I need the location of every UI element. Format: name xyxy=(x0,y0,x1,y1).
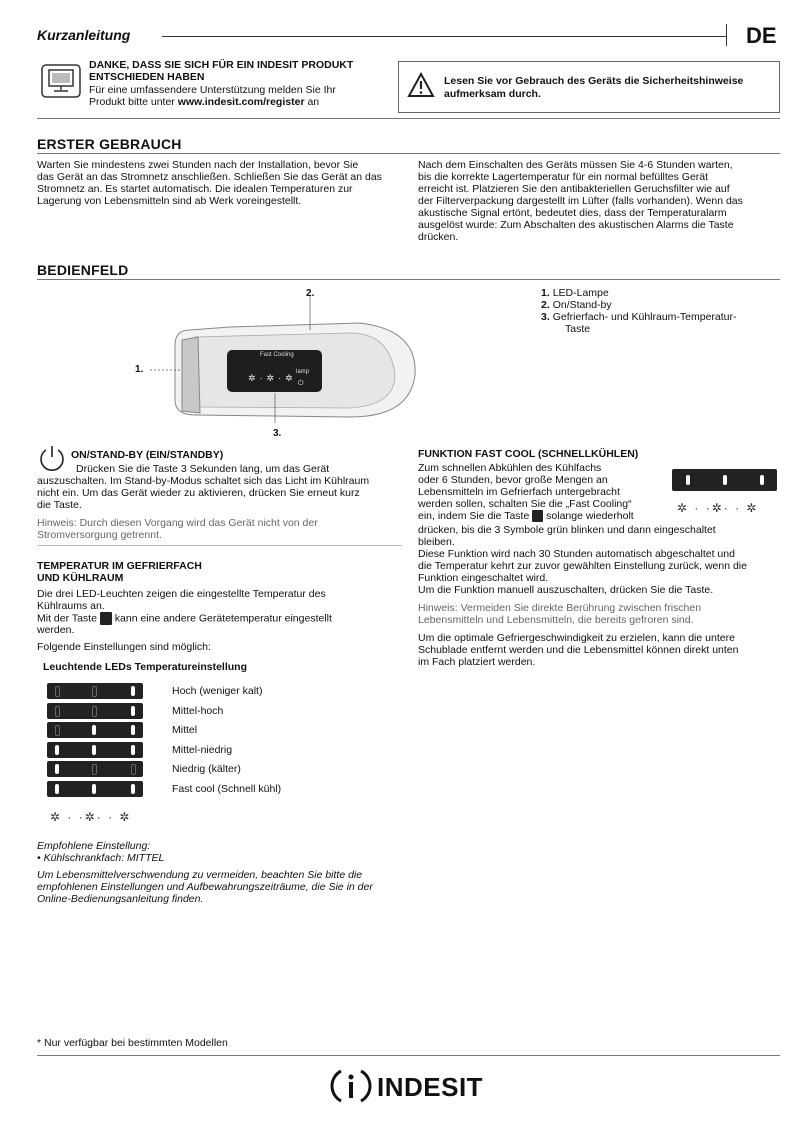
led-level-label: Mittel xyxy=(172,724,198,737)
temperature-heading-1: TEMPERATUR IM GEFRIERFACH xyxy=(37,560,202,572)
led-indicator xyxy=(55,706,60,717)
led-indicator xyxy=(55,686,60,697)
led-indicator xyxy=(55,745,59,755)
legend-num: 3. xyxy=(541,311,550,323)
led-indicator xyxy=(131,784,135,794)
standby-note-1: Hinweis: Durch diesen Vorgang wird das Gerät nicht von der xyxy=(37,517,318,529)
standby-line-2: auszuschalten. Im Stand-by-Modus schaltet sich das Licht im Kühlraum xyxy=(37,475,370,487)
footnote: * Nur verfügbar bei bestimmten Modellen xyxy=(37,1037,228,1049)
led-indicator xyxy=(92,764,97,775)
standby-note-2: Stromversorgung getrennt. xyxy=(37,529,162,541)
standby-rule xyxy=(37,545,402,546)
legend-item-1 xyxy=(541,287,609,299)
fast-cool-line-b-pre: ein, indem Sie die Taste xyxy=(418,510,530,522)
fast-cool-line: die Temperatur kehrt zur zuvor gewählten Einstellung zurück, wenn die xyxy=(418,560,747,572)
power-icon xyxy=(37,443,67,473)
thanks-heading-2: ENTSCHIEDEN HABEN xyxy=(89,71,205,83)
fast-cool-line: Funktion eingeschaltet wird. xyxy=(418,572,549,584)
panel-fast-cooling-label: Fast Cooling xyxy=(260,352,294,358)
callout-3: 3. xyxy=(273,428,282,439)
first-use-right-line: erreicht ist. Platzieren Sie den antibakteriellen Geruchsfilter wie auf xyxy=(418,183,730,195)
warning-line-1: Lesen Sie vor Gebrauch des Geräts die Sicherheitshinweise xyxy=(444,75,744,87)
fast-cool-snowflake-icons: ✲ · ·✲· · ✲ xyxy=(677,501,759,515)
led-row xyxy=(47,742,143,758)
fast-cool-line: oder 6 Stunden, bevor große Mengen an xyxy=(418,474,608,486)
fast-cool-drawer xyxy=(418,632,738,668)
safety-warning-box xyxy=(398,61,780,113)
led-row xyxy=(47,761,143,777)
legend-item-3-cont: Taste xyxy=(565,323,591,335)
fast-cool-line: Lebensmitteln im Gefrierfach untergebracht xyxy=(418,486,620,498)
led-indicator xyxy=(131,745,135,755)
fast-cool-led-display xyxy=(672,469,777,491)
waste-line-1: Um Lebensmittelverschwendung zu vermeiden, beachten Sie bitte die xyxy=(37,869,363,881)
waste-line-3: Online-Bedienungsanleitung finden. xyxy=(37,893,204,905)
led-indicator xyxy=(55,784,59,794)
legend-item-2 xyxy=(541,299,612,311)
first-use-right-line: der Filterverpackung dargestellt im Lüfter (falls vorhanden). Wenn das xyxy=(418,195,743,207)
led-level-label: Hoch (weniger kalt) xyxy=(172,685,263,697)
fast-cool-note-2: Lebensmitteln und Lebensmitteln, die bereits gefroren sind. xyxy=(418,614,694,626)
recommended-value: • Kühlschrankfach: MITTEL xyxy=(37,852,165,864)
control-panel-illustration xyxy=(120,285,440,440)
temperature-line-4: werden. xyxy=(37,624,75,636)
panel-lamp-label: lamp xyxy=(296,369,310,375)
first-use-right-line: akustische Signal ertönt, bedeutet dies, dass der Temperaturalarm xyxy=(418,207,727,219)
header-rule xyxy=(162,36,726,37)
panel-power-button[interactable]: ⏻ xyxy=(298,380,304,387)
callout-2: 2. xyxy=(306,288,315,299)
legend-text: Gefrierfach- und Kühlraum-Temperatur- xyxy=(552,311,737,323)
fast-cool-line: Zum schnellen Abkühlen des Kühlfachs xyxy=(418,462,602,474)
led-indicator xyxy=(55,725,60,736)
first-use-left-line: Warten Sie mindestens zwei Stunden nach der Installation, bevor Sie xyxy=(37,159,359,171)
led-indicator xyxy=(92,784,96,794)
thanks-line-2-post: an xyxy=(304,96,320,108)
waste-line-2: empfohlenen Einstellungen und Aufbewahrungszeiträume, die Sie in der xyxy=(37,881,373,893)
temperature-line-3a: Mit der Taste xyxy=(37,612,97,625)
fast-cool-heading: FUNKTION FAST COOL (SCHNELLKÜHLEN) xyxy=(418,448,639,460)
warning-triangle-icon xyxy=(407,72,435,98)
led-indicator xyxy=(131,686,135,696)
first-use-left xyxy=(37,159,407,207)
temperature-line-1: Die drei LED-Leuchten zeigen die eingestellte Temperatur des xyxy=(37,588,326,600)
fast-cool-line: bleiben. xyxy=(418,536,455,548)
divider-1 xyxy=(37,118,780,119)
standby-line-3: nicht ein. Um das Gerät wieder zu aktivieren, drücken Sie erneut kurz xyxy=(37,487,360,499)
thanks-line-1: Für eine umfassendere Unterstützung melden Sie Ihr xyxy=(89,84,336,96)
recommended-heading: Empfohlene Einstellung: xyxy=(37,840,151,852)
fast-cool-led xyxy=(723,475,727,485)
led-indicator xyxy=(92,725,96,735)
fast-cool-line-b-post: solange wiederholt xyxy=(546,510,634,522)
led-indicator xyxy=(92,706,97,717)
standby-heading: ON/STAND-BY (EIN/STANDBY) xyxy=(71,449,224,461)
first-use-right xyxy=(418,159,780,243)
standby-line-4: die Taste. xyxy=(37,499,82,511)
temperature-line-2: Kühlraums an. xyxy=(37,600,105,612)
callout-1: 1. xyxy=(135,364,144,375)
first-use-right-line: bis die korrekte Lagertemperatur für ein normal befülltes Gerät xyxy=(418,171,709,183)
first-use-right-line: ausgelöst wurde: Zum Abschalten des akustischen Alarms die Taste xyxy=(418,219,734,231)
temperature-button-icon xyxy=(100,612,112,625)
temperature-line-5: Folgende Einstellungen sind möglich: xyxy=(37,641,211,653)
first-use-left-line: das Gerät an das Stromnetz anschließen. Schließen Sie das Gerät an das xyxy=(37,171,382,183)
fast-cool-drawer-line: im Fach platziert werden. xyxy=(418,656,536,668)
language-badge: DE xyxy=(746,23,777,48)
register-link[interactable]: www.indesit.com/register xyxy=(177,96,305,108)
fast-cool-drawer-line: Schublade entfernt werden und die Lebensmittel können direkt unten xyxy=(418,644,739,656)
led-indicator xyxy=(131,764,136,775)
fast-cool-line: Diese Funktion wird nach 30 Stunden automatisch abgeschaltet und xyxy=(418,548,735,560)
legend-item-3 xyxy=(541,311,737,323)
led-row xyxy=(47,683,143,699)
first-use-right-line: drücken. xyxy=(418,231,459,243)
fast-cool-block-a xyxy=(418,462,632,510)
fast-cool-block-d xyxy=(418,536,747,596)
control-panel-heading: BEDIENFELD xyxy=(37,262,129,278)
led-indicator xyxy=(131,725,135,735)
legend-num: 2. xyxy=(541,299,550,311)
monitor-icon xyxy=(41,64,81,98)
legend-text: On/Stand-by xyxy=(552,299,612,311)
led-indicator xyxy=(92,686,97,697)
thanks-line-2 xyxy=(89,96,319,108)
control-panel-rule xyxy=(37,279,780,280)
thanks-heading-1: DANKE, DASS SIE SICH FÜR EIN INDESIT PRODUKT xyxy=(89,59,354,71)
warning-line-2: aufmerksam durch. xyxy=(444,88,541,100)
thanks-line-2-pre: Produkt bitte unter xyxy=(89,96,178,108)
standby-line-1: Drücken Sie die Taste 3 Sekunden lang, um das Gerät xyxy=(76,463,330,475)
led-table-heading: Leuchtende LEDs Temperatureinstellung xyxy=(43,661,248,673)
fast-cool-line: werden sollen, schalten Sie die „Fast Cooling“ xyxy=(418,498,632,510)
fast-cool-button-icon xyxy=(532,510,543,522)
led-row xyxy=(47,722,143,738)
led-row xyxy=(47,703,143,719)
legend-num: 1. xyxy=(541,287,550,299)
led-indicator xyxy=(131,706,135,716)
led-indicator xyxy=(55,764,59,774)
led-row xyxy=(47,781,143,797)
fast-cool-led xyxy=(686,475,690,485)
header-rule-tick xyxy=(726,24,727,46)
led-table-snowflake-icons: ✲ · ·✲· · ✲ xyxy=(50,810,132,824)
first-use-right-line: Nach dem Einschalten des Geräts müssen Sie 4-6 Stunden warten, xyxy=(418,159,733,171)
fast-cool-note-1: Hinweis: Vermeiden Sie direkte Berührung zwischen frischen xyxy=(418,602,702,614)
first-use-left-line: Lagerung von Lebensmitteln sind ab Werk voreingestellt. xyxy=(37,195,302,207)
footer-rule xyxy=(37,1055,780,1056)
indesit-wordmark: INDESIT xyxy=(377,1072,484,1102)
indesit-logo-icon xyxy=(329,1066,373,1106)
fast-cool-line-b xyxy=(418,510,634,522)
fast-cool-led xyxy=(760,475,764,485)
temperature-heading-2: UND KÜHLRAUM xyxy=(37,572,124,584)
header-title: Kurzanleitung xyxy=(37,27,131,43)
first-use-heading: ERSTER GEBRAUCH xyxy=(37,136,182,152)
led-indicator xyxy=(92,745,96,755)
temperature-line-3b: kann eine andere Gerätetemperatur eingestellt xyxy=(114,612,332,625)
legend-text: LED-Lampe xyxy=(552,287,609,299)
led-level-label: Mittel-niedrig xyxy=(172,743,233,756)
fast-cool-drawer-line: Um die optimale Gefriergeschwindigkeit zu erzielen, kann die untere xyxy=(418,632,735,644)
first-use-left-line: Stromnetz an. Es startet automatisch. Die idealen Temperaturen zur xyxy=(37,183,353,195)
fast-cool-line: Um die Funktion manuell auszuschalten, drücken Sie die Taste. xyxy=(418,584,714,596)
led-level-label: Fast cool (Schnell kühl) xyxy=(172,783,282,795)
first-use-rule xyxy=(37,153,780,154)
panel-snowflake-icons: ✲·✲·✲ xyxy=(248,373,297,383)
temperature-line-3 xyxy=(37,612,332,625)
led-level-label: Mittel-hoch xyxy=(172,704,224,717)
led-level-label: Niedrig (kälter) xyxy=(172,763,241,776)
fast-cool-line-c: drücken, bis die 3 Symbole grün blinken und dann eingeschaltet xyxy=(418,524,716,536)
